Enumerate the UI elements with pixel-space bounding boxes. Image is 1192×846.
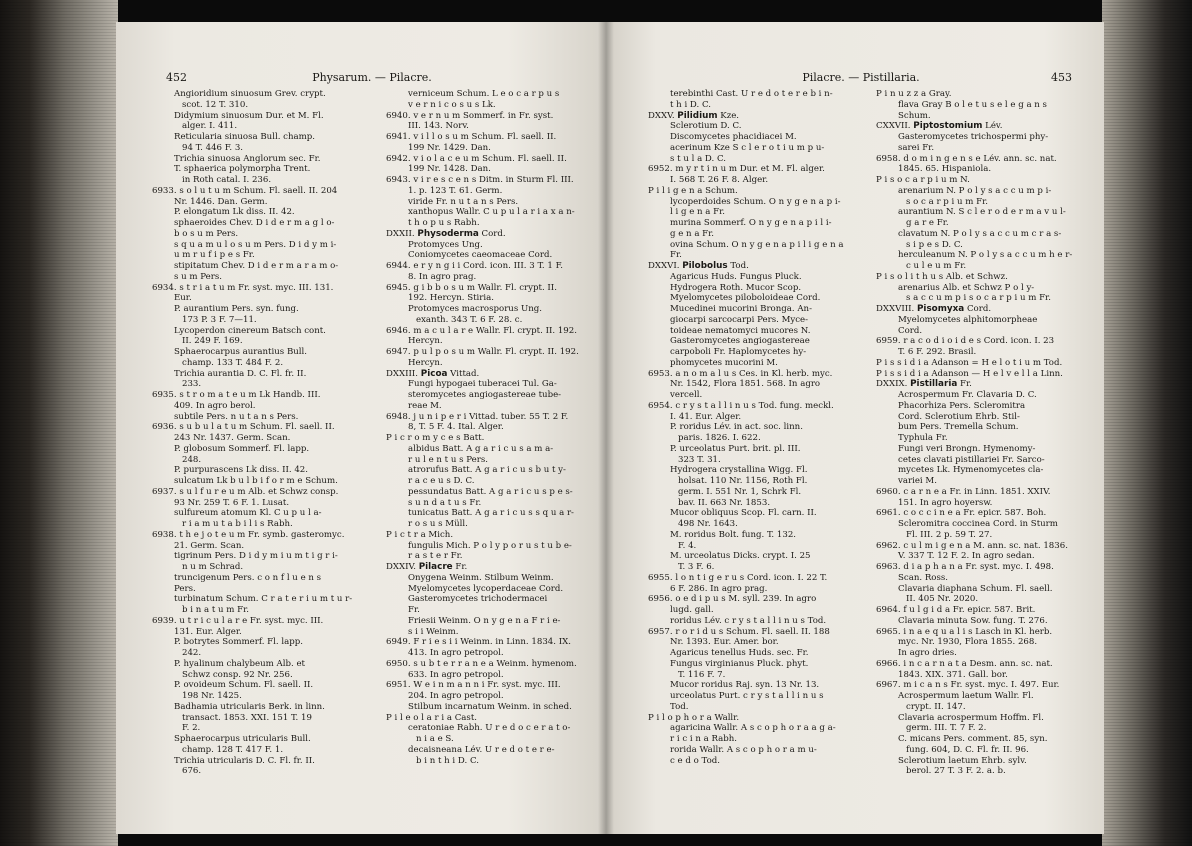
- entry-line: arenarium N. P o l y s a c c u m p i-: [898, 185, 1052, 196]
- entry-line: s i p e s D. C.: [906, 239, 963, 250]
- entry-line: 6936. s u b u l a t u m Schum. Fl. saell. II.: [152, 422, 335, 433]
- entry-line: P i l i g e n a Schum.: [648, 185, 738, 196]
- entry-line: r o s u s Müll.: [408, 519, 468, 529]
- entry-line: t h o p u s Rabh.: [408, 218, 480, 228]
- entry-line: P i s s i d i a Adanson — H e l v e l l a Linn.: [876, 368, 1063, 379]
- entry-line: c u l e u m Fr.: [906, 261, 967, 271]
- entry-line: l i g e n a Fr.: [670, 207, 725, 218]
- entry-line: P. roridus Lév. in act. soc. linn.: [670, 422, 803, 433]
- entry-line: Clavaria diaphana Schum. Fl. saell.: [898, 583, 1053, 594]
- entry-line: 323 T. 31.: [678, 454, 721, 465]
- entry-line: 6943. v i r e s c e n s Ditm. in Sturm Fl. III.: [386, 175, 574, 185]
- entry-line: urceolatus Purt. c r y s t a l l i n u s: [670, 691, 824, 701]
- entry-line: Myelomycetes piloboloideae Cord.: [670, 293, 821, 304]
- right-page-header: [650, 70, 1072, 86]
- entry-line: xanthopus Wallr. C u p u l a r i a x a n-: [408, 207, 575, 218]
- entry-line: T. 6 F. 292. Brasil.: [898, 347, 977, 357]
- entry-line: carpoboli Fr. Haplomycetes hy-: [670, 347, 807, 357]
- page-number: 452: [166, 71, 187, 84]
- entry-line: 6963. d i a p h a n a Fr. syst. myc. I. 498.: [876, 562, 1054, 572]
- entry-line: s q u a m u l o s u m Pers. D i d y m i-: [174, 239, 337, 250]
- entry-line: berol. 27 T. 3 F. 2. a. b.: [906, 766, 1006, 777]
- entry-line: albidus Batt. A g a r i c u s a m a-: [408, 443, 554, 454]
- entry-line: in Roth catal. I. 236.: [182, 175, 272, 185]
- entry-line: turbinatum Schum. C r a t e r i u m t u r-: [174, 594, 353, 605]
- entry-line: M. roridus Bolt. fung. T. 132.: [670, 529, 797, 540]
- entry-line: r i a m u t a b i l i s Rabh.: [182, 519, 293, 529]
- entry-line: Fr.: [408, 605, 420, 615]
- entry-line: 131. Eur. Alger.: [174, 626, 242, 637]
- entry-line: P. botrytes Sommerf. Fl. lapp.: [174, 637, 303, 648]
- entry-line: 6953. a n o m a l u s Ces. in Kl. herb. myc.: [648, 368, 833, 379]
- entry-line: tigrinum Pers. D i d y m i u m t i g r i-: [174, 551, 338, 562]
- entry-line: Sclerotium D. C.: [670, 121, 742, 132]
- entry-line: P. hyalinum chalybeum Alb. et: [174, 658, 305, 669]
- entry-line: Tod.: [670, 701, 689, 712]
- entry-line: r a c e u s D. C.: [408, 476, 475, 486]
- entry-line: cetes clavati pistillariei Fr. Sarco-: [898, 454, 1045, 465]
- entry-line: Protomyces macrosporus Ung.: [408, 304, 542, 314]
- entry-line: 204. In agro petropol.: [408, 691, 504, 701]
- entry-line: r u l e n t u s Pers.: [408, 454, 488, 465]
- entry-line: 6958. d o m i n g e n s e Lév. ann. sc. nat.: [876, 153, 1057, 164]
- entry-line: g a r e Fr.: [906, 218, 949, 228]
- entry-line: 6941. v i l l o s u m Schum. Fl. saell. II.: [386, 132, 557, 142]
- entry-line: sphaeroides Chev. D i d e r m a g l o-: [174, 218, 335, 228]
- left-page-header: [166, 70, 578, 86]
- entry-line: Acrospermum laetum Wallr. Fl.: [898, 691, 1034, 701]
- right-page-column-1: [648, 89, 862, 766]
- entry-line: P i n u z z a Gray.: [876, 89, 952, 99]
- entry-line: Nr. 1446. Dan. Germ.: [174, 196, 268, 207]
- entry-line: alger. I. 411.: [182, 121, 238, 132]
- entry-line: Myelomycetes alphitomorpheae: [898, 314, 1038, 325]
- entry-line: Mucor roridus Raj. syn. 13 Nr. 13.: [670, 680, 820, 691]
- entry-line: reae M.: [408, 400, 442, 411]
- entry-line: 6948. j u n i p e r i Vittad. tuber. 55 T. 2 F.: [386, 411, 569, 422]
- entry-line: II. 405 Nr. 2020.: [906, 594, 979, 605]
- entry-line: clavatum N. P o l y s a c c u m c r a s-: [898, 228, 1062, 239]
- entry-line: 6950. s u b t e r r a n e a Weinm. hymenom.: [386, 658, 577, 669]
- entry-line: v e r n i c o s u s Lk.: [408, 99, 496, 110]
- entry-line: myc. Nr. 1930, Flora 1855. 268.: [898, 637, 1038, 648]
- genus-heading: DXXVI. Pilobolus Tod.: [648, 261, 749, 271]
- entry-line: lycoperdoides Schum. O n y g e n a p i-: [670, 196, 841, 207]
- entry-line: acerinum Kze S c l e r o t i u m p u-: [670, 142, 825, 153]
- entry-line: Didymium sinuosum Dur. et M. Fl.: [174, 110, 324, 121]
- entry-line: n i a e S.: [416, 734, 454, 744]
- entry-line: variei M.: [898, 476, 937, 486]
- entry-line: transact. 1853. XXI. 151 T. 19: [182, 712, 312, 723]
- entry-line: t h i D. C.: [670, 99, 711, 110]
- entry-line: Friesii Weinm. O n y g e n a F r i e-: [408, 615, 561, 626]
- entry-line: murina Sommerf. O n y g e n a p i l i-: [670, 218, 832, 228]
- entry-line: 6947. p u l p o s u m Wallr. Fl. crypt. II. 192.: [386, 347, 579, 357]
- entry-line: 1845. 65. Hispaniola.: [898, 164, 992, 175]
- entry-line: Phacorhiza Pers. Scleromitra: [898, 400, 1026, 411]
- entry-line: P. aurantium Pers. syn. fung.: [174, 304, 299, 314]
- entry-line: s u m Pers.: [174, 271, 223, 282]
- entry-line: Pers.: [174, 583, 196, 594]
- entry-line: Trichia sinuosa Anglorum sec. Fr.: [174, 153, 321, 164]
- entry-line: ovina Schum. O n y g e n a p i l i g e n a: [670, 239, 844, 250]
- entry-line: u m r u f i p e s Fr.: [174, 250, 255, 261]
- entry-line: Badhamia utricularis Berk. in linn.: [174, 701, 325, 712]
- entry-line: 6961. c o c c i n e a Fr. epicr. 587. Boh.: [876, 508, 1047, 519]
- entry-line: P. purpurascens Lk diss. II. 42.: [174, 465, 308, 476]
- entry-line: P i c t r a Mich.: [386, 529, 454, 540]
- genus-heading: DXXV. Pilidium Kze.: [648, 110, 740, 121]
- entry-line: lugd. gall.: [670, 605, 714, 615]
- entry-line: 633. In agro petropol.: [408, 669, 504, 680]
- entry-line: 21. Germ. Scan.: [174, 540, 245, 551]
- entry-line: Hercyn.: [408, 357, 443, 368]
- entry-line: 6962. c u l m i g e n a M. ann. sc. nat. 1836.: [876, 540, 1068, 551]
- entry-line: decaisneana Lév. U r e d o t e r e-: [408, 744, 555, 755]
- entry-line: 413. In agro petropol.: [408, 648, 504, 658]
- entry-line: Myelomycetes lycoperdaceae Cord.: [408, 583, 564, 594]
- entry-line: 6951. W e i n m a n n i Fr. syst. myc. III.: [386, 680, 561, 691]
- entry-line: g e n a Fr.: [670, 228, 715, 239]
- entry-line: 6960. c a r n e a Fr. in Linn. 1851. XXIV.: [876, 486, 1051, 497]
- entry-line: flava Gray B o l e t u s e l e g a n s: [898, 99, 1047, 110]
- entry-line: Sclerotium laetum Ehrb. sylv.: [898, 755, 1027, 766]
- entry-line: P i s s i d i a Adanson = H e l o t i u m Tod.: [876, 357, 1063, 368]
- entry-line: 151. In agro hoyersw.: [898, 497, 993, 508]
- entry-line: Angioridium sinuosum Grev. crypt.: [174, 89, 326, 99]
- entry-line: n u m Schrad.: [182, 562, 244, 572]
- entry-line: 6957. r o r i d u s Schum. Fl. saell. II. 188: [648, 626, 830, 637]
- book-edge-left: [0, 0, 118, 846]
- entry-line: arenarius Alb. et Schwz P o l y-: [898, 282, 1035, 293]
- entry-line: P. elongatum Lk diss. II. 42.: [174, 207, 295, 218]
- left-page-column-1: [152, 89, 374, 777]
- entry-line: holsat. 110 Nr. 1156, Roth Fl.: [678, 476, 808, 486]
- entry-line: 233.: [182, 379, 202, 390]
- entry-line: champ. 128 T. 417 F. 1.: [182, 744, 284, 755]
- entry-line: truncigenum Pers. c o n f l u e n s: [174, 572, 322, 583]
- entry-line: 409. In agro berol.: [174, 400, 256, 411]
- entry-line: 6946. m a c u l a r e Wallr. Fl. crypt. II. 192.: [386, 325, 577, 336]
- entry-line: Clavaria minuta Sow. fung. T. 276.: [898, 615, 1048, 626]
- entry-line: s i i Weinm.: [408, 626, 459, 637]
- entry-line: champ. 133 T. 484 F. 2.: [182, 357, 284, 368]
- entry-line: 192. Hercyn. Stiria.: [408, 293, 495, 304]
- entry-line: toideae nematomyci mucores N.: [670, 325, 811, 336]
- entry-line: 6966. i n c a r n a t a Desm. ann. sc. nat.: [876, 658, 1053, 669]
- entry-line: sulfureum atomum Kl. C u p u l a-: [174, 508, 322, 519]
- entry-line: P i l o p h o r a Wallr.: [648, 712, 740, 723]
- entry-line: c e d o Tod.: [670, 755, 720, 766]
- entry-line: Cord. Sclerotium Ehrb. Stil-: [898, 411, 1020, 422]
- entry-line: 6959. r a c o d i o i d e s Cord. icon. I. 23: [876, 336, 1055, 347]
- entry-line: 8. In agro prag.: [408, 271, 477, 282]
- genus-heading: DXXII. Physoderma Cord.: [386, 228, 506, 239]
- entry-line: T. 116 F. 7.: [678, 669, 726, 680]
- entry-line: 6965. i n a e q u a l i s Lasch in Kl. herb.: [876, 626, 1053, 637]
- entry-line: atrorufus Batt. A g a r i c u s b u t y-: [408, 465, 566, 476]
- entry-line: steromycetes angiogastereae tube-: [408, 390, 562, 400]
- entry-line: Schwz consp. 92 Nr. 256.: [182, 669, 293, 680]
- entry-line: s t u l a D. C.: [670, 153, 726, 164]
- entry-line: germ. III. T. 7 F. 2.: [906, 723, 987, 734]
- entry-line: 248.: [182, 454, 202, 465]
- entry-line: 199 Nr. 1428. Dan.: [408, 164, 491, 175]
- entry-line: germ. I. 551 Nr. 1, Schrk Fl.: [678, 486, 802, 497]
- entry-line: Agaricus Huds. Fungus Pluck.: [670, 271, 802, 282]
- entry-line: Nr. 1393. Eur. Amer. bor.: [670, 637, 779, 648]
- entry-line: mycetes Lk. Hymenomycetes cla-: [898, 465, 1044, 476]
- entry-line: verniceum Schum. L e o c a r p u s: [408, 89, 560, 99]
- genus-heading: DXXVIII. Pisomyxa Cord.: [876, 304, 992, 314]
- entry-line: I. 568 T. 26 F. 8. Alger.: [670, 175, 769, 185]
- entry-line: 6949. F r i e s i i Weinm. in Linn. 1834. IX.: [386, 637, 571, 648]
- entry-line: 676.: [182, 766, 202, 777]
- entry-line: Onygena Weinm. Stilbum Weinm.: [408, 572, 554, 583]
- entry-line: b o s u m Pers.: [174, 228, 239, 239]
- entry-line: Cord.: [898, 325, 923, 336]
- entry-line: scot. 12 T. 310.: [182, 99, 249, 110]
- entry-line: Lycoperdon cinereum Batsch cont.: [174, 325, 326, 336]
- entry-line: Fungus virginianus Pluck. phyt.: [670, 658, 809, 669]
- entry-line: phomycetes mucorini M.: [670, 357, 778, 368]
- entry-line: 242.: [182, 648, 202, 658]
- entry-line: 6952. m y r t i n u m Dur. et M. Fl. alger.: [648, 164, 825, 175]
- entry-line: 6955. l o n t i g e r u s Cord. icon. I. 22 T.: [648, 572, 828, 583]
- entry-line: Hydrogera Roth. Mucor Scop.: [670, 282, 802, 293]
- entry-line: Fl. III. 2 p. 59 T. 27.: [906, 529, 993, 540]
- entry-line: s a c c u m p i s o c a r p i u m Fr.: [906, 293, 1051, 304]
- entry-line: aurantium N. S c l e r o d e r m a v u l-: [898, 207, 1066, 218]
- entry-line: P. urceolatus Purt. brit. pl. III.: [670, 443, 801, 454]
- entry-line: Trichia utricularis D. C. Fl. fr. II.: [174, 755, 315, 766]
- entry-line: I. 41. Eur. Alger.: [670, 411, 742, 422]
- entry-line: 8, T. 5 F. 4. Ital. Alger.: [408, 422, 504, 433]
- entry-line: P i s o l i t h u s Alb. et Schwz.: [876, 271, 1008, 282]
- entry-line: Hercyn.: [408, 336, 443, 347]
- book-gutter: [598, 22, 614, 834]
- entry-line: Mucor obliquus Scop. Fl. carn. II.: [670, 508, 817, 519]
- entry-line: 6964. f u l g i d a Fr. epicr. 587. Brit.: [876, 605, 1036, 615]
- entry-line: Fungi veri Brongn. Hymenomy-: [898, 443, 1036, 454]
- entry-line: r i c i n a Rabh.: [670, 734, 738, 744]
- entry-line: 6933. s o l u t u m Schum. Fl. saell. II. 204: [152, 185, 338, 196]
- entry-line: bum Pers. Tremella Schum.: [898, 422, 1019, 433]
- entry-line: Hydrogera crystallina Wigg. Fl.: [670, 465, 808, 476]
- entry-line: P i l e o l a r i a Cast.: [386, 712, 478, 723]
- entry-line: herculeanum N. P o l y s a c c u m h e r-: [898, 250, 1073, 261]
- entry-line: III. 143. Norv.: [408, 121, 469, 132]
- entry-line: 6945. g i b b o s u m Wallr. Fl. crypt. II.: [386, 282, 557, 293]
- entry-line: 6934. s t r i a t u m Fr. syst. myc. III. 131.: [152, 282, 334, 293]
- entry-line: crypt. II. 147.: [906, 701, 966, 712]
- entry-line: 6967. m i c a n s Fr. syst. myc. I. 497. Eur.: [876, 680, 1060, 691]
- entry-line: Agaricus tenellus Huds. sec. Fr.: [670, 648, 809, 658]
- entry-line: 6944. e r y n g i i Cord. icon. III. 3 T. 1 F.: [386, 261, 563, 271]
- entry-line: Reticularia sinuosa Bull. champ.: [174, 132, 316, 142]
- entry-line: Eur.: [174, 293, 192, 304]
- entry-line: P. ovoideum Schum. Fl. saell. II.: [174, 680, 314, 691]
- entry-line: ceratoniae Rabh. U r e d o c e r a t o-: [408, 723, 571, 734]
- entry-line: roridus Lév. c r y s t a l l i n u s Tod.: [670, 615, 827, 626]
- entry-line: 1. p. 123 T. 61. Germ.: [408, 185, 503, 196]
- entry-line: Sphaerocarpus utricularis Bull.: [174, 734, 311, 744]
- entry-line: Fungi hypogaei tuberacei Tul. Ga-: [408, 379, 557, 390]
- entry-line: terebinthi Cast. U r e d o t e r e b i n-: [670, 89, 833, 99]
- entry-line: 94 T. 446 F. 3.: [182, 142, 244, 153]
- entry-line: Typhula Fr.: [898, 433, 948, 443]
- entry-line: 6 F. 286. In agro prag.: [670, 583, 768, 594]
- entry-line: 6956. o e d i p u s M. syll. 239. In agro: [648, 594, 817, 605]
- entry-line: paris. 1826. I. 622.: [678, 433, 761, 443]
- running-head: Pilacre. — Pistillaria.: [802, 71, 920, 84]
- entry-line: M. urceolatus Dicks. crypt. I. 25: [670, 551, 811, 562]
- entry-line: 6954. c r y s t a l l i n u s Tod. fung. meckl.: [648, 400, 834, 411]
- entry-line: vercell.: [670, 390, 703, 400]
- entry-line: b i n a t u m Fr.: [182, 605, 250, 615]
- entry-line: Scleromitra coccinea Cord. in Sturm: [898, 519, 1058, 529]
- entry-line: 498 Nr. 1643.: [678, 519, 738, 529]
- entry-line: In agro dries.: [898, 648, 957, 658]
- entry-line: V. 337 T. 12 F. 2. In agro sedan.: [898, 551, 1035, 562]
- entry-line: s o c a r p i u m Fr.: [906, 196, 989, 207]
- entry-line: 6940. v e r n u m Sommerf. in Fr. syst.: [386, 110, 554, 121]
- entry-line: r a s t e r Fr.: [408, 551, 463, 562]
- entry-line: Mucedinei mucorini Bronga. An-: [670, 304, 812, 314]
- entry-line: Acrospermum Fr. Clavaria D. C.: [898, 390, 1037, 400]
- entry-line: 198 Nr. 1425.: [182, 691, 242, 701]
- entry-line: T. sphaerica polymorpha Trent.: [174, 164, 311, 175]
- entry-line: F. 2.: [182, 723, 201, 734]
- entry-line: T. 3 F. 6.: [678, 562, 715, 572]
- entry-line: 6937. s u l f u r e u m Alb. et Schwz consp.: [152, 486, 339, 497]
- entry-line: P i s o c a r p i u m N.: [876, 175, 970, 185]
- entry-line: fungulis Mich. P o l y p o r u s t u b e-: [408, 540, 572, 551]
- entry-line: Stilbum incarnatum Weinm. in sched.: [408, 701, 572, 712]
- entry-line: Fr.: [670, 250, 682, 261]
- entry-line: 243 Nr. 1437. Germ. Scan.: [174, 433, 291, 443]
- entry-line: Schum.: [898, 110, 931, 121]
- entry-line: Sphaerocarpus aurantius Bull.: [174, 347, 308, 357]
- entry-line: giocarpi sarcocarpi Pers. Myce-: [670, 314, 809, 325]
- entry-line: pessundatus Batt. A g a r i c u s p e s-: [408, 486, 573, 497]
- entry-line: 173 P. 3 F. 7—11.: [182, 314, 257, 325]
- page-number: 453: [1051, 71, 1072, 84]
- running-head: Physarum. — Pilacre.: [312, 71, 432, 84]
- entry-line: sarei Fr.: [898, 142, 935, 153]
- entry-line: Protomyces Ung.: [408, 239, 483, 250]
- entry-line: Gasteromycetes angiogastereae: [670, 336, 810, 347]
- genus-heading: DXXIX. Pistillaria Fr.: [876, 379, 972, 390]
- entry-line: Clavaria acrospermum Hoffm. Fl.: [898, 712, 1044, 723]
- entry-line: 1843. XIX. 371. Gall. bor.: [898, 669, 1008, 680]
- entry-line: sulcatum Lk b u l b i f o r m e Schum.: [174, 476, 338, 486]
- entry-line: F. 4.: [678, 540, 697, 551]
- entry-line: II. 249 F. 169.: [182, 336, 243, 347]
- entry-line: s u n d a t u s Fr.: [408, 497, 482, 508]
- entry-line: tunicatus Batt. A g a r i c u s s q u a r-: [408, 508, 574, 519]
- entry-line: bav. II. 663 Nr. 1853.: [678, 497, 771, 508]
- entry-line: Trichia aurantia D. C. Fl. fr. II.: [174, 368, 307, 379]
- right-page: [606, 22, 1104, 834]
- entry-line: 6942. v i o l a c e u m Schum. Fl. saell. II.: [386, 153, 567, 164]
- book-edge-right: [1102, 0, 1192, 846]
- genus-heading: DXXIV. Pilacre Fr.: [386, 562, 468, 572]
- entry-line: P. globosum Sommerf. Fl. lapp.: [174, 443, 310, 454]
- entry-line: 93 Nr. 259 T. 6 F. 1. Lusat.: [174, 497, 290, 508]
- entry-line: 6938. t h e j o t e u m Fr. symb. gasteromyc.: [152, 529, 345, 540]
- entry-line: 6939. u t r i c u l a r e Fr. syst. myc. III.: [152, 615, 324, 626]
- entry-line: Gasteromycetes trichospermi phy-: [898, 132, 1049, 142]
- entry-line: P i c r o m y c e s Batt.: [386, 433, 485, 443]
- entry-line: 6935. s t r o m a t e u m Lk Handb. III.: [152, 390, 321, 400]
- entry-line: fung. 604, D. C. Fl. fr. II. 96.: [906, 744, 1029, 755]
- entry-line: subtile Pers. n u t a n s Pers.: [174, 411, 299, 422]
- genus-heading: DXXIII. Picoa Vittad.: [386, 368, 480, 379]
- entry-line: C. micans Pers. comment. 85, syn.: [898, 734, 1048, 744]
- entry-line: Scan. Ross.: [898, 572, 949, 583]
- entry-line: rorida Wallr. A s c o p h o r a m u-: [670, 744, 817, 755]
- entry-line: Coniomycetes caeomaceae Cord.: [408, 250, 553, 261]
- left-page: [116, 22, 606, 834]
- entry-line: viride Fr. n u t a n s Pers.: [408, 196, 519, 207]
- entry-line: b i n t h i D. C.: [416, 755, 479, 766]
- entry-line: Discomycetes phacidiacei M.: [670, 132, 797, 142]
- entry-line: Gasteromycetes trichodermacei: [408, 594, 548, 605]
- right-page-column-2: [876, 89, 1088, 777]
- entry-line: 199 Nr. 1429. Dan.: [408, 142, 491, 153]
- entry-line: exanth. 343 T. 6 F. 28. c.: [416, 314, 523, 325]
- left-page-column-2: [386, 89, 586, 766]
- genus-heading: CXXVII. Piptostomium Lév.: [876, 121, 1003, 132]
- entry-line: agaricina Wallr. A s c o p h o r a a g a-: [670, 723, 836, 734]
- entry-line: stipitatum Chev. D i d e r m a r a m o-: [174, 261, 339, 271]
- entry-line: Nr. 1542, Flora 1851. 568. In agro: [670, 379, 821, 390]
